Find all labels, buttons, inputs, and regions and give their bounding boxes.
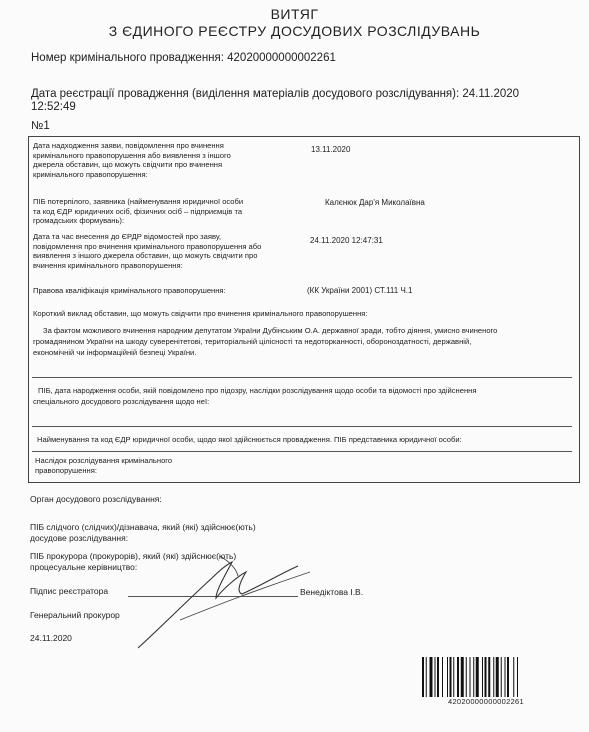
investigation-result-label: Наслідок розслідування кримінального правопорушення: [35, 456, 173, 475]
investigator-label: ПІБ слідчого (слідчих)/дізнавача, який (які) здійснює(ють) досудове розслідування: [30, 522, 256, 543]
summary-text: За фактом можливого вчинення народним депутатом України Дубінським О.А. державної зради, тобто діяння, умисно вчиненого громадянином України на шкоду суверенітетові, територіальній цілісності та недоторканності, обороноздатності, державній, економічній чи інформаційній безпеці України. [33, 326, 498, 357]
registrar-name: Венедіктова І.В. [300, 587, 364, 597]
barcode [422, 657, 550, 697]
registrar-signature-label: Підпис реєстратора [30, 586, 109, 596]
legal-entity-label: Найменування та код ЄДР юридичної особи, щодо якої здійснюється провадження. ПІБ представника юридичної особи: [37, 435, 462, 444]
entry-datetime-value: 24.11.2020 12:47:31 [310, 236, 383, 245]
suspect-info-label: ПІБ, дата народження особи, якій повідомлено про підозру, наслідки розслідування щодо особи та відомості про здійснення спеціального досудового розслідування щодо неї: [33, 386, 477, 406]
receipt-date-value: 13.11.2020 [311, 145, 351, 154]
item-number: №1 [31, 120, 50, 132]
doc-subtitle: З ЄДИНОГО РЕЄСТРУ ДОСУДОВИХ РОЗСЛІДУВАНЬ [108, 23, 481, 39]
legal-qualification-label: Правова кваліфікація кримінального правопорушення: [33, 286, 226, 295]
legal-qualification-value: (КК України 2001) СТ.111 Ч.1 [307, 286, 413, 295]
document-date: 24.11.2020 [30, 633, 72, 643]
barcode-number: 42020000000002261 [447, 697, 524, 706]
investigation-body-label: Орган досудового розслідування: [30, 494, 162, 504]
summary-label: Короткий виклад обставин, що можуть свідчити про вчинення кримінального правопорушення: [33, 309, 368, 318]
registration-time: 12:52:49 [31, 101, 76, 113]
doc-title: ВИТЯГ [270, 6, 319, 22]
applicant-label: ПІБ потерпілого, заявника (найменування юридичної особи та код ЄДР юридичних осіб, фізичних осіб – підприємців та громадських формувань): [33, 197, 244, 226]
position-label: Генеральний прокурор [30, 610, 120, 620]
section-divider [32, 451, 572, 452]
prosecutor-label: ПІБ прокурора (прокурорів), який (які) здійснює(ють) процесуальне керівництво: [30, 551, 237, 572]
receipt-date-label: Дата надходження заяви, повідомлення про вчинення кримінального правопорушення або виявлення з іншого джерела обставин, що можуть свідчити про вчинення кримінального правопорушення: [33, 141, 231, 179]
case-number: Номер кримінального провадження: 42020000000002261 [31, 52, 336, 64]
section-divider [32, 377, 572, 378]
registration-date: Дата реєстрації провадження (виділення матеріалів досудового розслідування): 24.11.2020 [31, 88, 520, 100]
handwritten-signature [120, 548, 320, 658]
section-divider [32, 426, 572, 427]
applicant-value: Калєнюк Дар'я Миколаївна [325, 198, 425, 207]
entry-datetime-label: Дата та час внесення до ЄРДР відомостей про заяву, повідомлення про вчинення кримінального правопорушення або виявлення з іншого джерела обставин, що можуть свідчити про вчинення кримінального правопорушення: [33, 232, 262, 270]
